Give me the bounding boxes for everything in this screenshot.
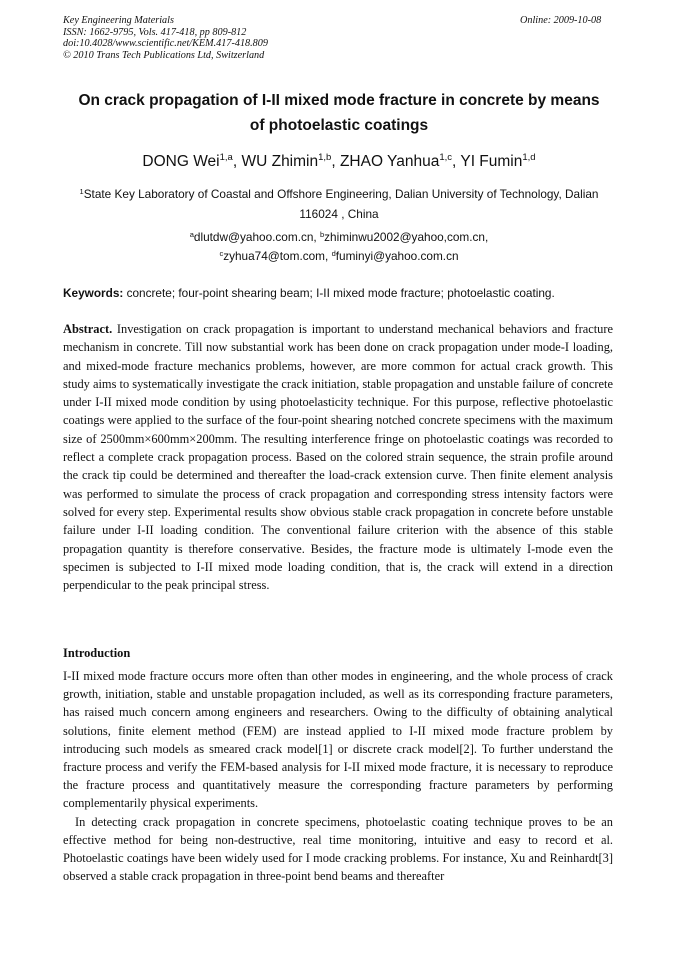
paper-title [40,88,638,138]
email-mark: b [319,230,325,239]
journal-doi: doi:10.4028/www.scientific.net/KEM.417-418.809 [63,38,268,49]
author-name: ZHAO Yanhua [339,153,440,170]
email-mark: c [219,249,224,258]
abstract [63,320,613,594]
author-affiliation-mark: 1,d [522,152,536,163]
online-date: Online: 2009-10-08 [520,15,602,26]
keywords-label: Keywords: [63,286,124,300]
title-line-1: On crack propagation of I-II mixed mode fracture in concrete by means [78,92,600,109]
email-mark: d [331,249,336,258]
section-heading-introduction: Introduction [63,646,131,660]
email-link[interactable]: fuminyi@yahoo.com.cn [335,249,459,263]
introduction-body [63,667,613,885]
abstract-label: Abstract. [63,322,113,336]
email-link[interactable]: zhiminwu2002@yahoo,com.cn, [324,230,489,244]
email-link[interactable]: dlutdw@yahoo.com.cn, [193,230,320,244]
email-mark: a [189,230,194,239]
journal-header [63,15,268,61]
intro-paragraph-2: In detecting crack propagation in concrete specimens, photoelastic coating technique proves to be an effective method for being non-destructive, real time monitoring, intuitive and easy to record et al. Photoelastic coatings have been widely used for I mode cracking problems. For instance, Xu and Reinhardt[3] observed a stable crack propagation in three-point bend beams and thereafter [63,814,613,884]
author-separator: , [331,153,340,170]
title-line-2: of photoelastic coatings [249,117,429,134]
affiliation-text: State Key Laboratory of Coastal and Offshore Engineering, Dalian University of Technology, Dalian 116024 , China [83,187,599,221]
author-name: WU Zhimin [241,153,319,170]
author-affiliation-mark: 1,b [318,152,332,163]
journal-copyright: © 2010 Trans Tech Publications Ltd, Switzerland [63,49,265,61]
author-separator: , [452,153,461,170]
journal-issn: ISSN: 1662-9795, Vols. 417-418, pp 809-812 [63,26,247,38]
author-affiliation-mark: 1,c [439,152,453,163]
author-list [40,152,638,172]
author-name: DONG Wei [142,153,220,170]
email-link[interactable]: zyhua74@tom.com, [223,249,332,263]
journal-name: Key Engineering Materials [63,15,174,26]
affiliation-mark: 1 [79,187,84,196]
affiliation [62,185,616,224]
intro-paragraph-1: I-II mixed mode fracture occurs more often than other modes in engineering, and the whole process of crack growth, initiation, stable and unstable propagation included, as well as its corresponding fracture parameters, has raised much concern among engineers and researchers. Owing to the difficulty of obtaining analytical solutions, finite element method (FEM) are instead applied to I-II mixed mode fracture problem by introducing such models as smeared crack model[1] or discrete crack model[2]. To further understand the fracture process and verify the FEM-based analysis for I-II mixed mode fracture, it is necessary to reproduce the fracture process and quantitatively measure the corresponding fracture parameters by performing complementarily physical experiments. [63,669,613,811]
keywords-text: concrete; four-point shearing beam; I-II mixed mode fracture; photoelastic coating. [123,286,555,300]
keywords [63,285,619,301]
author-emails [62,228,616,266]
email-line-1 [62,228,616,247]
abstract-text: Investigation on crack propagation is important to understand mechanical behaviors and fracture mechanism in concrete. Till now substantial work has been done on crack propagation under mode-I loading, and mixed-mode fracture mechanics problems, however, are more common for actual crack growth. This study aims to systematically investigate the crack initiation, stable propagation and unstable failure of concrete under I-II mixed mode condition by using photoelasticity technique. For this purpose, reflective photoelastic coatings were applied to the surface of the four-point shearing notched concrete specimens with the maximum size of 2500mm×600mm×200mm. The resulting interference fringe on photoelastic coatings was recorded to reflect a complete crack propagation process. Based on the colored strain sequence, the strain profile around the crack tip could be determined and thereafter the load-crack extension curve. Then finite element analysis was performed to simulate the process of crack propagation and corresponding stress intensity factors were solved for every step. Experimental results show obvious stable crack propagation in concrete before unstable failure under I-II loading condition. The conventional failure criterion with the absence of this stable propagation quantity is therefore conservative. Besides, the fracture mode is ultimately I-mode even the specimen is subjected to I-II mixed mode loading condition, that is, the crack will extend in a direction perpendicular to the peak principal stress. [63,322,613,593]
author-separator: , [232,153,242,170]
author-name: YI Fumin [460,153,523,170]
author-affiliation-mark: 1,a [219,152,233,163]
email-line-2 [62,247,616,266]
